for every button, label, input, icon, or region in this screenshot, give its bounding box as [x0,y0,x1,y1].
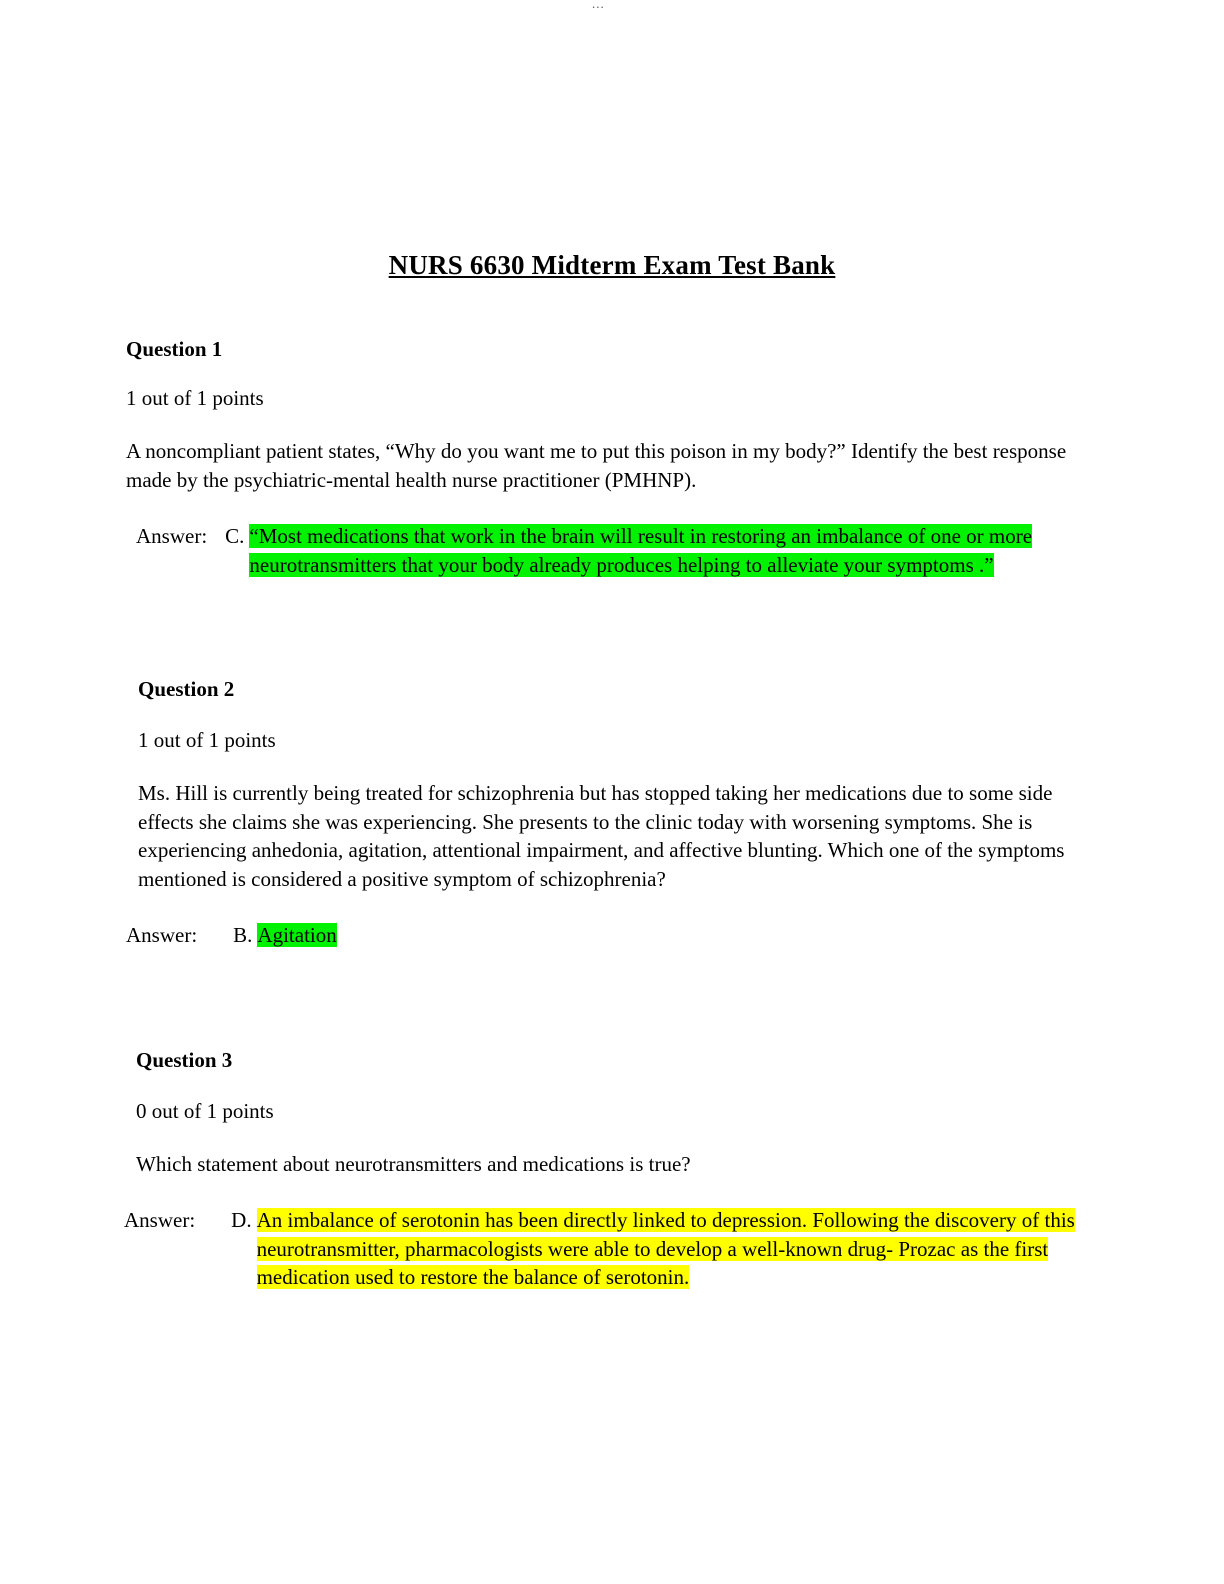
answer-text-2 [257,921,1098,950]
answer-label-1: Answer: [136,524,208,548]
question-block-1 [126,337,1098,579]
page-title: NURS 6630 Midterm Exam Test Bank [388,250,836,280]
question-block-3 [124,1047,1098,1292]
answer-label-3: Answer: [124,1208,196,1232]
answer-highlight-2: Agitation [257,923,337,947]
answer-highlight-3: An imbalance of serotonin has been directly linked to depression. Following the discovery of this neurotransmitter, pharmacologists were able to develop a well-known drug- Prozac as the first medication used to restore the balance of serotonin. [256,1208,1075,1289]
answer-letter-2: B. [233,923,253,947]
document-content [126,250,1098,1318]
question-block-2 [126,677,1098,950]
question-text-1: A noncompliant patient states, “Why do you want me to put this poison in my body?” Identify the best response made by the psychiatric-mental health nurse practitioner (PMHNP). [126,439,1067,492]
question-points-2: 1 out of 1 points [138,728,276,752]
section-spacer-1 [126,639,1098,677]
answer-row-2 [126,921,1098,950]
question-points-1: 1 out of 1 points [126,386,264,410]
page-top-artifact: ... [592,0,605,8]
answer-highlight-1: “Most medications that work in the brain will result in restoring an imbalance of one or more neurotransmitters that your body already produces helping to alleviate your symptoms .” [249,524,1033,577]
question-text-2: Ms. Hill is currently being treated for schizophrenia but has stopped taking her medications due to some side effects she claims she was experiencing. She presents to the clinic today with worsening symptoms. She is experiencing anhedonia, agitation, attentional impairment, and affective blunting. Which one of the symptoms mentioned is considered a positive symptom of schizophrenia? [138,781,1065,891]
question-heading-2: Question 2 [138,677,235,701]
answer-text-1 [249,522,1098,579]
answer-row-3 [124,1206,1098,1292]
answer-text-3 [257,1206,1098,1292]
question-points-3: 0 out of 1 points [136,1098,274,1123]
question-heading-3: Question 3 [136,1047,233,1072]
question-heading-1: Question 1 [126,337,223,361]
answer-row-1 [126,522,1098,579]
section-spacer-2 [126,1008,1098,1048]
answer-letter-3: D. [231,1208,252,1232]
answer-letter-1: C. [225,524,245,548]
answer-label-2: Answer: [126,923,198,947]
question-text-3: Which statement about neurotransmitters and medications is true? [136,1151,691,1176]
